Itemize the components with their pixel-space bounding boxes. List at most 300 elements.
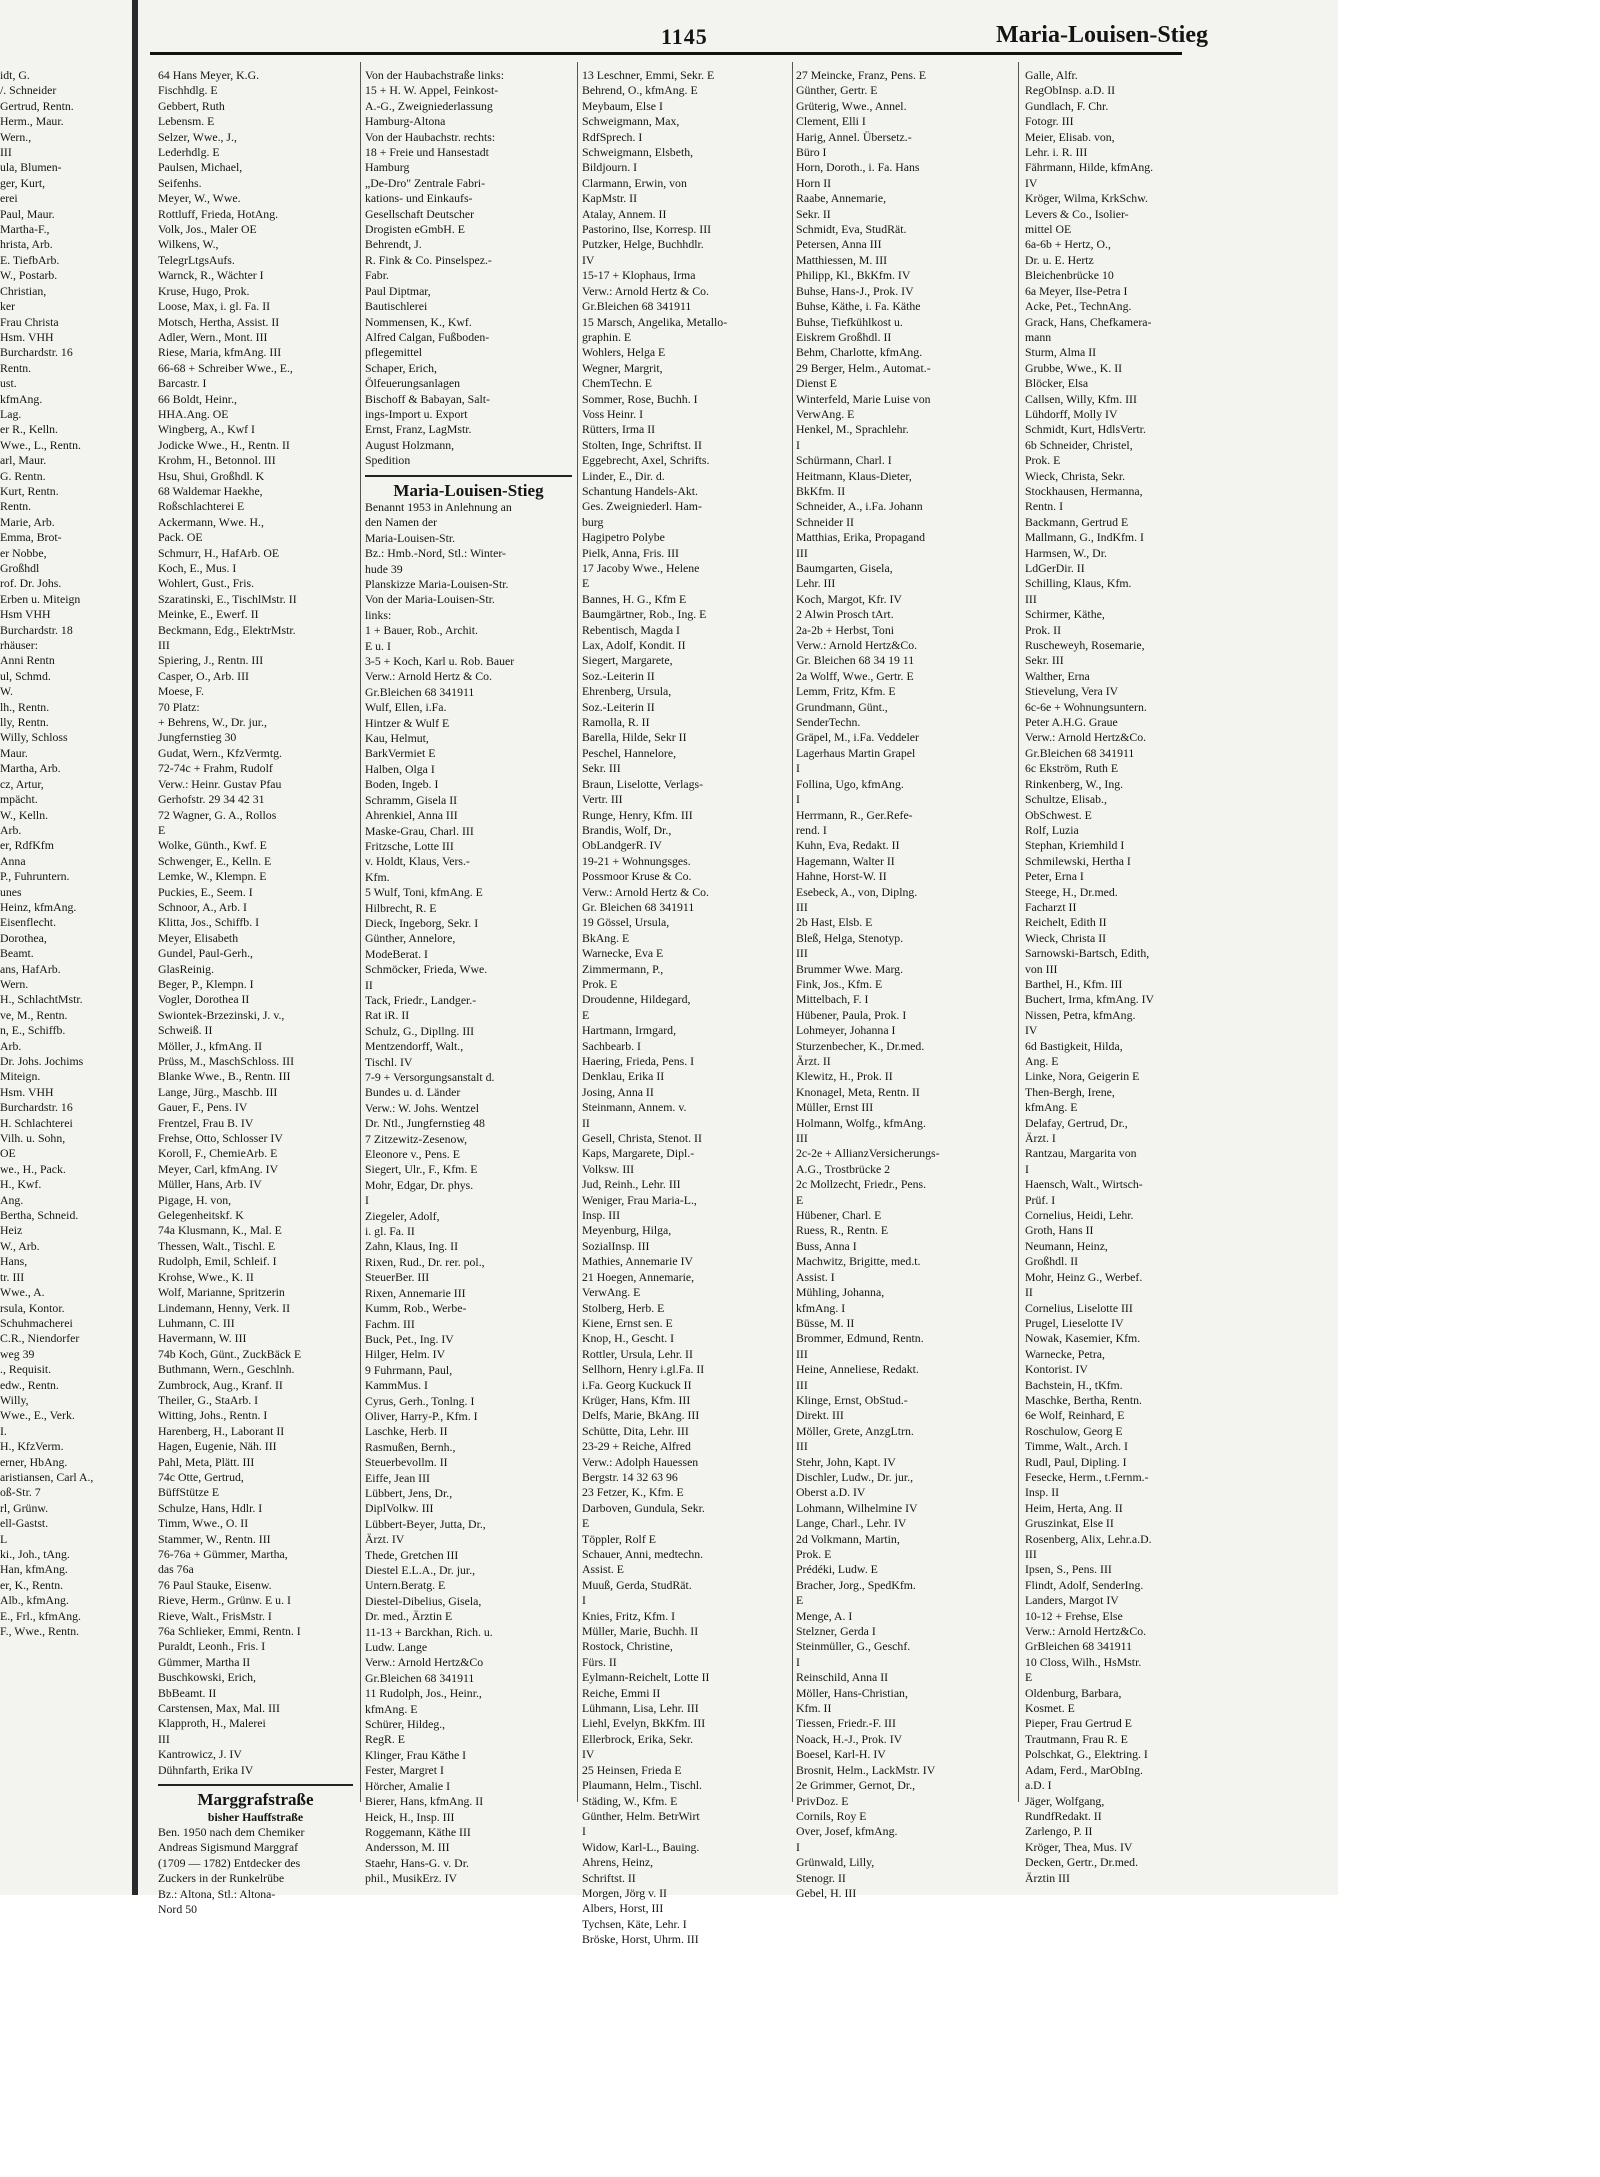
- directory-entry-line: Volk, Jos., Maler OE: [158, 222, 257, 237]
- directory-entry-line: Brummer Wwe. Marg.: [796, 961, 904, 976]
- directory-entry-line: SenderTechn.: [796, 715, 861, 730]
- directory-entry-line: 3-5 + Koch, Karl u. Rob. Bauer: [365, 654, 515, 669]
- directory-entry-line: Kau, Helmut,: [365, 731, 429, 746]
- directory-entry-line: kfmAng. E: [365, 1701, 418, 1716]
- directory-entry-line: Rudolph, Emil, Schleif. I: [158, 1254, 277, 1269]
- directory-entry-line: ust.: [0, 376, 17, 391]
- directory-entry-line: Siegert, Margarete,: [582, 653, 673, 668]
- directory-entry-line: Morgen, Jörg v. II: [582, 1885, 667, 1900]
- directory-entry-line: 1 + Bauer, Rob., Archit.: [365, 623, 478, 638]
- directory-entry-line: erei: [0, 191, 18, 206]
- directory-entry-line: Städing, W., Kfm. E: [582, 1793, 678, 1808]
- directory-entry-line: Beamt.: [0, 946, 34, 961]
- directory-entry-line: Rottler, Ursula, Lehr. II: [582, 1346, 693, 1361]
- directory-entry-line: Bannes, H. G., Kfm E: [582, 591, 687, 606]
- directory-entry-line: Müller, Marie, Buchh. II: [582, 1624, 699, 1639]
- directory-entry-line: Wulf, Ellen, i.Fa.: [365, 700, 447, 715]
- column-2-stieg-entries: [365, 500, 572, 1887]
- directory-entry-line: Kantrowicz, J. IV: [158, 1747, 242, 1762]
- column-2: [365, 68, 572, 1887]
- directory-entry-line: Winterfeld, Marie Luise von: [796, 391, 931, 406]
- directory-entry-line: II: [365, 977, 373, 992]
- directory-entry-line: Thede, Gretchen III: [365, 1547, 459, 1562]
- directory-entry-line: Rentn.: [0, 360, 32, 375]
- column-3: [582, 68, 792, 1948]
- directory-entry-line: pflegemittel: [365, 345, 422, 360]
- directory-entry-line: 15-17 + Klophaus, Irma: [582, 268, 696, 283]
- directory-entry-line: Sekr. III: [582, 761, 621, 776]
- directory-entry-line: Reichelt, Edith II: [1025, 915, 1107, 930]
- directory-entry-line: Wwe., L., Rentn.: [0, 437, 81, 452]
- directory-entry-line: Braun, Liselotte, Verlags-: [582, 776, 703, 791]
- directory-entry-line: kfmAng. I: [796, 1300, 846, 1315]
- directory-entry-line: Rottluff, Frieda, HotAng.: [158, 206, 279, 221]
- directory-entry-line: Darboven, Gundula, Sekr.: [582, 1500, 705, 1515]
- directory-entry-line: Hartmann, Irmgard,: [582, 1023, 677, 1038]
- directory-entry-line: Burchardstr. 16: [0, 1100, 73, 1115]
- directory-entry-line: rl, Grünw.: [0, 1500, 49, 1515]
- directory-entry-line: Callsen, Willy, Kfm. III: [1025, 391, 1137, 406]
- directory-entry-line: Denklau, Erika II: [582, 1069, 665, 1084]
- directory-entry-line: Ang. E: [1025, 1054, 1059, 1068]
- directory-entry-line: I: [582, 1593, 586, 1608]
- directory-entry-line: Putzker, Helge, Buchhdlr.: [582, 237, 704, 252]
- directory-entry-line: G. Rentn.: [0, 468, 46, 483]
- directory-entry-line: E: [796, 1192, 804, 1207]
- directory-entry-line: Soz.-Leiterin II: [582, 668, 655, 683]
- directory-entry-line: Lohmann, Wilhelmine IV: [796, 1500, 918, 1515]
- directory-entry-line: mann: [1025, 329, 1052, 344]
- directory-entry-line: Kuhn, Eva, Redakt. II: [796, 838, 900, 853]
- directory-entry-line: Willy,: [0, 1392, 29, 1407]
- directory-entry-line: Matthias, Erika, Propagand: [796, 530, 926, 545]
- directory-entry-line: Mallmann, G., IndKfm. I: [1025, 530, 1144, 545]
- directory-entry-line: Meyer, W., Wwe.: [158, 191, 241, 206]
- directory-entry-line: Ärztin III: [1025, 1870, 1070, 1885]
- directory-entry-line: Krohse, Wwe., K. II: [158, 1269, 254, 1284]
- directory-entry-line: Von der Haubachstr. rechts:: [365, 129, 496, 144]
- running-head-street: Maria-Louisen-Stieg: [996, 22, 1208, 48]
- directory-entry-line: Klinge, Ernst, ObStud.-: [796, 1392, 908, 1407]
- directory-entry-line: Sekr. III: [1025, 653, 1064, 668]
- directory-entry-line: Ahrens, Heinz,: [582, 1855, 654, 1870]
- directory-entry-line: Verw.: Arnold Hertz & Co.: [582, 884, 710, 899]
- directory-entry-line: Machwitz, Brigitte, med.t.: [796, 1254, 921, 1269]
- directory-entry-line: Rieve, Walt., FrisMstr. I: [158, 1608, 272, 1623]
- directory-entry-line: Gauer, F., Pens. IV: [158, 1100, 248, 1115]
- directory-entry-line: Emma, Brot-: [0, 530, 62, 545]
- directory-entry-line: Eylmann-Reichelt, Lotte II: [582, 1670, 710, 1685]
- directory-entry-line: Schmurr, H., HafArb. OE: [158, 545, 280, 560]
- directory-entry-line: Rebentisch, Magda I: [582, 622, 680, 637]
- directory-entry-line: Lederhdlg. E: [158, 145, 220, 160]
- directory-entry-line: i.Fa. Georg Kuckuck II: [582, 1377, 692, 1392]
- directory-entry-line: Wieck, Christa II: [1025, 930, 1107, 945]
- directory-entry-line: Marie, Arb.: [0, 514, 55, 529]
- directory-entry-line: Prüf. I: [1025, 1192, 1056, 1207]
- directory-entry-line: A.G., Trostbrücke 2: [796, 1161, 891, 1176]
- directory-entry-line: Alfred Calgan, Fußboden-: [365, 329, 490, 344]
- directory-entry-line: Kröger, Wilma, KrkSchw.: [1025, 191, 1148, 206]
- directory-entry-line: 74a Klusmann, K., Mal. E: [158, 1223, 282, 1238]
- directory-entry-line: 2c Mollzecht, Friedr., Pens.: [796, 1177, 927, 1192]
- directory-entry-line: ObLandgerR. IV: [582, 838, 662, 853]
- directory-entry-line: Timme, Walt., Arch. I: [1025, 1439, 1128, 1454]
- directory-entry-line: RegR. E: [365, 1732, 405, 1747]
- directory-entry-line: Rostock, Christine,: [582, 1639, 673, 1654]
- column-1: [158, 68, 353, 1917]
- directory-entry-line: E: [1025, 1670, 1033, 1685]
- directory-entry-line: Bleichenbrücke 10: [1025, 268, 1114, 283]
- directory-entry-line: W.: [0, 684, 14, 699]
- directory-entry-line: + Behrens, W., Dr. jur.,: [158, 715, 267, 730]
- directory-entry-line: III: [796, 1439, 808, 1454]
- directory-entry-line: Cornils, Roy E: [796, 1808, 867, 1823]
- directory-entry-line: Stievelung, Vera IV: [1025, 684, 1119, 699]
- directory-entry-line: Fürs. II: [582, 1654, 617, 1669]
- directory-entry-line: Benannt 1953 in Anlehnung an: [365, 499, 512, 514]
- directory-entry-line: graphin. E: [582, 329, 632, 344]
- directory-entry-line: 7-9 + Versorgungsanstalt d.: [365, 1070, 495, 1084]
- directory-entry-line: Heim, Herta, Ang. II: [1025, 1500, 1123, 1515]
- directory-entry-line: Heick, H., Insp. III: [365, 1809, 455, 1824]
- directory-entry-line: Barella, Hilde, Sekr II: [582, 730, 687, 745]
- directory-entry-line: F., Wwe., Rentn.: [0, 1624, 80, 1639]
- directory-entry-line: Kurt, Rentn.: [0, 483, 59, 498]
- directory-entry-line: 10 Closs, Wilh., HsMstr.: [1025, 1654, 1142, 1669]
- header-rule: [150, 52, 1182, 55]
- directory-entry-line: 74c Otte, Gertrud,: [158, 1469, 244, 1484]
- directory-entry-line: rof. Dr. Johs.: [0, 576, 62, 591]
- directory-entry-line: 7 Zitzewitz-Zesenow,: [365, 1131, 468, 1146]
- directory-entry-line: arl, Maur.: [0, 453, 47, 468]
- directory-entry-line: KapMstr. II: [582, 191, 638, 206]
- directory-entry-line: 23 Fetzer, K., Kfm. E: [582, 1485, 684, 1500]
- column-2-haubach-entries: [365, 68, 572, 469]
- directory-entry-line: Oberst a.D. IV: [796, 1485, 866, 1500]
- directory-entry-line: Sarnowski-Bartsch, Edith,: [1025, 946, 1150, 961]
- directory-entry-line: Muuß, Gerda, StudRät.: [582, 1577, 692, 1592]
- directory-entry-line: Sturzenbecher, K., Dr.med.: [796, 1038, 925, 1053]
- directory-entry-line: Burchardstr. 16: [0, 345, 73, 360]
- directory-entry-line: Dieck, Ingeborg, Sekr. I: [365, 915, 479, 930]
- directory-entry-line: I: [582, 1824, 586, 1839]
- directory-entry-line: Wilkens, W.,: [158, 237, 219, 252]
- directory-entry-line: SteuerBer. III: [365, 1270, 430, 1285]
- directory-entry-line: Lax, Adolf, Kondit. II: [582, 638, 686, 653]
- directory-entry-line: Runge, Henry, Kfm. III: [582, 807, 693, 822]
- directory-entry-line: Adam, Ferd., MarObIng.: [1025, 1762, 1143, 1777]
- directory-entry-line: 15 + H. W. Appel, Feinkost-: [365, 83, 499, 98]
- directory-entry-line: I: [796, 1654, 800, 1669]
- directory-entry-line: Maur.: [0, 745, 28, 760]
- directory-entry-line: Lag.: [0, 406, 22, 421]
- directory-entry-line: 2 Alwin Prosch tArt.: [796, 607, 894, 622]
- directory-entry-line: Buchert, Irma, kfmAng. IV: [1025, 992, 1155, 1007]
- directory-entry-line: Reiche, Emmi II: [582, 1685, 661, 1700]
- directory-entry-line: Backmann, Gertrud E: [1025, 514, 1129, 529]
- directory-entry-line: Buss, Anna I: [796, 1238, 857, 1253]
- directory-entry-line: Rinkenberg, W., Ing.: [1025, 776, 1124, 791]
- directory-entry-line: Verw.: Arnold Hertz&Co.: [1025, 1624, 1147, 1639]
- directory-entry-line: H. Schlachterei: [0, 1115, 73, 1130]
- directory-entry-line: Jungfernstieg 30: [158, 730, 237, 745]
- directory-entry-line: C.R., Niendorfer: [0, 1331, 80, 1346]
- directory-entry-line: Haensch, Walt., Wirtsch-: [1025, 1177, 1143, 1192]
- directory-entry-line: Rentn. I: [1025, 499, 1064, 514]
- directory-entry-line: Horn, Doroth., i. Fa. Hans: [796, 160, 920, 175]
- directory-entry-line: 74b Koch, Günt., ZuckBäck E: [158, 1346, 302, 1361]
- directory-entry-line: Philipp, Kl., BkKfm. IV: [796, 268, 911, 283]
- directory-entry-line: Schweigmann, Elsbeth,: [582, 145, 694, 160]
- directory-entry-line: Planskizze Maria-Louisen-Str.: [365, 577, 509, 591]
- directory-entry-line: Puraldt, Leonh., Fris. I: [158, 1639, 266, 1654]
- directory-entry-line: Ruess, R., Rentn. E: [796, 1223, 889, 1238]
- directory-entry-line: Tychsen, Käte, Lehr. I: [582, 1916, 687, 1931]
- directory-entry-line: 76a Schlieker, Emmi, Rentn. I: [158, 1624, 301, 1639]
- directory-entry-line: Motsch, Hertha, Assist. II: [158, 314, 280, 329]
- directory-entry-line: Diestel E.L.A., Dr. jur.,: [365, 1563, 476, 1577]
- directory-entry-line: Verw.: Arnold Hertz & Co.: [582, 283, 710, 298]
- directory-entry-line: Havermann, W. III: [158, 1331, 247, 1346]
- directory-entry-line: Gr.Bleichen 68 341911: [365, 684, 475, 699]
- directory-entry-line: Stammer, W., Rentn. III: [158, 1531, 271, 1546]
- directory-entry-line: Gümmer, Martha II: [158, 1654, 251, 1669]
- directory-entry-line: aristiansen, Carl A.,: [0, 1469, 94, 1484]
- directory-entry-line: Frau Christa: [0, 314, 59, 329]
- directory-entry-line: Hsm. VHH: [0, 329, 54, 344]
- directory-entry-line: ve, M., Rentn.: [0, 1007, 68, 1022]
- directory-entry-line: Wegner, Margrit,: [582, 360, 663, 375]
- directory-entry-line: Ziegeler, Adolf,: [365, 1208, 440, 1223]
- directory-entry-line: Volksw. III: [582, 1161, 635, 1176]
- directory-entry-line: 23-29 + Reiche, Alfred: [582, 1439, 691, 1454]
- directory-entry-line: Delfs, Marie, BkAng. III: [582, 1408, 700, 1423]
- directory-entry-line: Willy, Schloss: [0, 730, 68, 745]
- directory-entry-line: Esebeck, A., von, Diplng.: [796, 884, 918, 899]
- directory-entry-line: Pielk, Anna, Fris. III: [582, 545, 679, 560]
- page-gutter: [132, 0, 138, 1895]
- directory-entry-line: I: [796, 1839, 800, 1854]
- directory-entry-line: Insp. II: [1025, 1485, 1060, 1500]
- directory-entry-line: OE: [0, 1146, 16, 1161]
- directory-entry-line: DiplVolkw. III: [365, 1501, 434, 1516]
- directory-entry-line: Insp. III: [582, 1208, 620, 1223]
- directory-entry-line: Rieve, Herm., Grünw. E u. I: [158, 1593, 291, 1608]
- directory-entry-line: Fährmann, Hilde, kfmAng.: [1025, 160, 1154, 175]
- directory-entry-line: Hagemann, Walter II: [796, 853, 895, 868]
- section-title-marggrafstrasse: Marggrafstraße: [197, 1790, 314, 1810]
- directory-entry-line: Han, kfmAng.: [0, 1562, 68, 1577]
- directory-entry-line: GrBleichen 68 341911: [1025, 1639, 1133, 1654]
- directory-entry-line: Ipsen, S., Pens. III: [1025, 1562, 1112, 1577]
- column-4: [796, 68, 1008, 1901]
- directory-entry-line: Spedition: [365, 453, 411, 468]
- directory-entry-line: kations- und Einkaufs-: [365, 191, 473, 206]
- directory-entry-line: Schneider, A., i.Fa. Johann: [796, 499, 923, 514]
- directory-entry-line: Petersen, Anna III: [796, 237, 882, 252]
- directory-entry-line: Brosnit, Helm., LackMstr. IV: [796, 1762, 936, 1777]
- directory-entry-line: H., KfzVerm.: [0, 1439, 64, 1454]
- directory-entry-line: Hagipetro Polybe: [582, 530, 665, 545]
- directory-entry-line: Hsu, Shui, Großhdl. K: [158, 468, 265, 483]
- directory-entry-line: Untern.Beratg. E: [365, 1578, 446, 1593]
- directory-entry-line: Schaper, Erich,: [365, 360, 437, 375]
- directory-entry-line: Weniger, Frau Maria-L.,: [582, 1192, 697, 1207]
- directory-entry-line: LdGerDir. II: [1025, 561, 1085, 575]
- directory-entry-line: Zahn, Klaus, Ing. II: [365, 1239, 459, 1254]
- directory-entry-line: Heiz: [0, 1223, 23, 1238]
- directory-entry-line: Nord 50: [158, 1901, 197, 1916]
- directory-entry-line: 2c-2e + AllianzVersicherungs-: [796, 1146, 940, 1161]
- directory-entry-line: Herrmann, R., Ger.Refe-: [796, 807, 913, 822]
- directory-entry-line: we., H., Pack.: [0, 1161, 66, 1176]
- directory-entry-line: „De-Dro" Zentrale Fabri-: [365, 175, 486, 190]
- directory-entry-line: Schulze, Hans, Hdlr. I: [158, 1500, 263, 1515]
- directory-entry-line: Behm, Charlotte, kfmAng.: [796, 345, 923, 360]
- directory-entry-line: Koch, Margot, Kfr. IV: [796, 591, 902, 606]
- directory-entry-line: Schuhmacherei: [0, 1315, 73, 1330]
- directory-entry-line: Fritzsche, Lotte III: [365, 838, 454, 853]
- directory-entry-line: kfmAng. E: [1025, 1100, 1078, 1115]
- directory-entry-line: Stolten, Inge, Schriftst. II: [582, 437, 702, 452]
- directory-entry-line: i. gl. Fa. II: [365, 1224, 415, 1239]
- directory-entry-line: Schürmann, Charl. I: [796, 453, 892, 468]
- directory-entry-line: Rantzau, Margarita von: [1025, 1146, 1137, 1161]
- directory-entry-line: I: [796, 761, 800, 776]
- directory-entry-line: BbBeamt. II: [158, 1685, 217, 1700]
- directory-entry-line: Meinke, E., Ewerf. II: [158, 607, 259, 622]
- directory-entry-line: 9 Fuhrmann, Paul,: [365, 1362, 453, 1377]
- directory-entry-line: Ärzt. IV: [365, 1532, 405, 1547]
- directory-entry-line: Facharzt II: [1025, 899, 1077, 914]
- directory-entry-line: W., Postarb.: [0, 268, 58, 283]
- directory-entry-line: E., Frl., kfmAng.: [0, 1608, 81, 1623]
- directory-entry-line: Buthmann, Wern., Geschlnh.: [158, 1362, 295, 1377]
- directory-entry-line: 29 Berger, Helm., Automat.-: [796, 360, 931, 375]
- directory-entry-line: Oliver, Harry-P., Kfm. I: [365, 1408, 478, 1423]
- directory-entry-line: Buhse, Käthe, i. Fa. Käthe: [796, 299, 921, 314]
- directory-entry-line: Siegert, Ulr., F., Kfm. E: [365, 1162, 478, 1177]
- directory-entry-line: Schilling, Klaus, Kfm.: [1025, 576, 1132, 591]
- directory-entry-line: Wolke, Günth., Kwf. E: [158, 838, 267, 853]
- directory-entry-line: Anni Rentn: [0, 653, 55, 668]
- directory-entry-line: lly, Rentn.: [0, 715, 49, 730]
- directory-entry-line: Holmann, Wolfg., kfmAng.: [796, 1115, 926, 1130]
- directory-entry-line: Barthel, H., Kfm. III: [1025, 976, 1123, 991]
- directory-entry-line: Krüger, Hans, Kfm. III: [582, 1392, 691, 1407]
- directory-entry-line: Arb.: [0, 1038, 22, 1053]
- directory-entry-line: Büro I: [796, 145, 827, 160]
- directory-entry-line: Dr. med., Ärztin E: [365, 1609, 453, 1624]
- directory-entry-line: Spiering, J., Rentn. III: [158, 653, 264, 668]
- directory-entry-line: Prok. II: [1025, 622, 1062, 637]
- directory-entry-line: Eleonore v., Pens. E: [365, 1147, 460, 1162]
- directory-entry-line: Over, Josef, kfmAng.: [796, 1824, 898, 1839]
- directory-entry-line: I: [796, 437, 800, 452]
- directory-entry-line: Buhse, Hans-J., Prok. IV: [796, 283, 914, 298]
- directory-entry-line: Josing, Anna II: [582, 1084, 654, 1099]
- directory-entry-line: II: [582, 1115, 590, 1130]
- directory-entry-line: ger, Kurt,: [0, 175, 46, 190]
- directory-entry-line: Adler, Wern., Mont. III: [158, 329, 268, 344]
- directory-entry-line: 72 Wagner, G. A., Rollos: [158, 807, 277, 822]
- directory-entry-line: Linder, E., Dir. d.: [582, 468, 665, 483]
- directory-entry-line: E: [582, 576, 590, 591]
- directory-entry-line: Grack, Hans, Chefkamera-: [1025, 314, 1152, 329]
- directory-entry-line: Eiskrem Großhdl. II: [796, 329, 892, 344]
- directory-entry-line: Barcastr. I: [158, 376, 207, 391]
- directory-entry-line: Pahl, Meta, Plätt. III: [158, 1454, 255, 1469]
- directory-entry-line: Bröske, Horst, Uhrm. III: [582, 1932, 699, 1947]
- directory-entry-line: Droudenne, Hildegard,: [582, 992, 691, 1007]
- directory-entry-line: E: [582, 1516, 590, 1531]
- directory-entry-line: Mentzendorff, Walt.,: [365, 1039, 464, 1054]
- directory-entry-line: Gundlach, F. Chr.: [1025, 98, 1109, 113]
- directory-entry-line: Hilger, Helm. IV: [365, 1347, 446, 1362]
- directory-entry-line: 2b Hast, Elsb. E: [796, 915, 873, 930]
- directory-entry-line: ModeBerat. I: [365, 946, 428, 961]
- directory-entry-line: Hsm. VHH: [0, 1084, 54, 1099]
- directory-entry-line: II: [1025, 1285, 1033, 1300]
- directory-entry-line: III: [796, 1346, 808, 1361]
- directory-entry-line: IV: [1025, 175, 1038, 190]
- directory-entry-line: Vertr. III: [582, 792, 623, 807]
- directory-entry-line: Ärzt. II: [796, 1054, 831, 1068]
- directory-entry-line: Fachm. III: [365, 1316, 415, 1331]
- directory-entry-line: Schneider II: [796, 514, 854, 529]
- directory-entry-line: Wohlert, Gust., Fris.: [158, 576, 255, 591]
- directory-entry-line: Verw.: Arnold Hertz&Co.: [1025, 730, 1147, 745]
- directory-entry-line: Müller, Ernst III: [796, 1100, 874, 1115]
- directory-entry-line: Maske-Grau, Charl. III: [365, 823, 474, 838]
- directory-entry-line: Ackermann, Wwe. H.,: [158, 514, 264, 529]
- directory-entry-line: Gr. Bleichen 68 34 19 11: [796, 653, 915, 668]
- directory-entry-line: 2d Volkmann, Martin,: [796, 1531, 900, 1546]
- directory-entry-line: lh., Rentn.: [0, 699, 50, 714]
- directory-entry-line: Zumbrock, Aug., Kranf. II: [158, 1377, 283, 1392]
- directory-entry-line: Neumann, Heinz,: [1025, 1238, 1108, 1253]
- directory-entry-line: Gr.Bleichen 68 341911: [1025, 745, 1135, 760]
- directory-entry-line: Warnck, R., Wächter I: [158, 268, 264, 283]
- directory-entry-line: E u. I: [365, 638, 391, 653]
- directory-entry-line: Moese, F.: [158, 684, 204, 699]
- directory-entry-line: Stehr, John, Kapt. IV: [796, 1454, 896, 1469]
- directory-entry-line: Koroll, F., ChemieArb. E: [158, 1146, 278, 1161]
- directory-entry-line: ans, HafArb.: [0, 961, 61, 976]
- directory-entry-line: Heitmann, Klaus-Dieter,: [796, 468, 912, 483]
- directory-entry-line: Bundes u. d. Länder: [365, 1085, 461, 1100]
- directory-entry-line: Buhse, Tiefkühlkost u.: [796, 314, 903, 329]
- directory-entry-line: Plaumann, Helm., Tischl.: [582, 1778, 702, 1793]
- directory-entry-line: Kontorist. IV: [1025, 1362, 1088, 1377]
- directory-entry-line: Roggemann, Käthe III: [365, 1824, 471, 1839]
- directory-entry-line: Menge, A. I: [796, 1608, 853, 1623]
- directory-entry-line: Steinmann, Annem. v.: [582, 1100, 687, 1115]
- directory-entry-line: Klapproth, H., Malerei: [158, 1716, 266, 1731]
- directory-entry-line: Hamburg-Altona: [365, 114, 446, 129]
- directory-entry-line: Ludw. Lange: [365, 1640, 428, 1655]
- directory-entry-line: Meyer, Elisabeth: [158, 930, 239, 945]
- directory-entry-line: Frehse, Otto, Schlosser IV: [158, 1131, 283, 1146]
- directory-entry-line: Büsse, M. II: [796, 1315, 855, 1330]
- directory-entry-line: Schultze, Elisab.,: [1025, 792, 1107, 807]
- directory-entry-line: Mohr, Edgar, Dr. phys.: [365, 1177, 474, 1192]
- directory-entry-line: Burchardstr. 18: [0, 622, 73, 637]
- directory-entry-line: Gräpel, M., i.Fa. Veddeler: [796, 730, 919, 745]
- directory-entry-line: Direkt. III: [796, 1408, 844, 1423]
- directory-entry-line: Atalay, Annem. II: [582, 206, 667, 221]
